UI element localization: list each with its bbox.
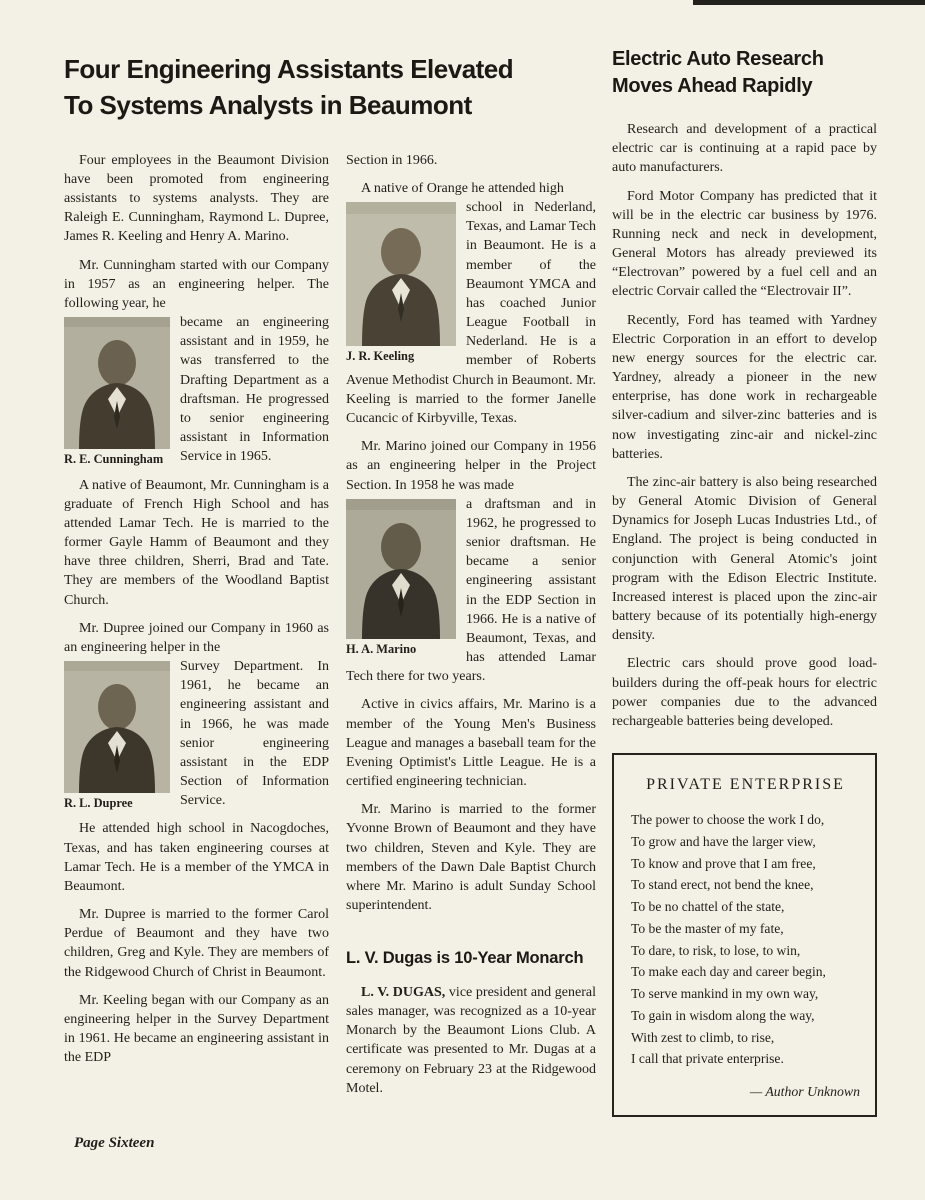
paragraph	[346, 983, 596, 1098]
dupree-photo-figure	[64, 661, 170, 812]
paragraph: Mr. Keeling began with our Company as an engineering helper in the Survey Department in 1961. He became an engineering assistant in the EDP	[64, 992, 329, 1066]
paragraph: Mr. Marino joined our Company in 1956 as an engineering helper in the Project Section. In 1958 he was made	[346, 439, 596, 493]
headline-line-2: Moves Ahead Rapidly	[612, 75, 813, 97]
paragraph: Electric cars should prove good load-builders during the off-peak hours for electric power companies due to the advanced rechargeable batteries being developed.	[612, 656, 877, 729]
photo-caption-cunningham: R. E. Cunningham	[64, 452, 164, 467]
paragraph: Active in civics affairs, Mr. Marino is a member of the Young Men's Business League and manages a baseball team for the Evening Optimist's Little League. He is a certified engineering technician.	[346, 697, 596, 790]
main-article-headline	[64, 52, 596, 124]
page-layout	[64, 38, 877, 1117]
main-article-column-1	[64, 151, 329, 1107]
poem-line: With zest to climb, to rise,	[631, 1029, 775, 1045]
poem-line: To be no chattel of the state,	[631, 899, 785, 915]
headline-line-2: To Systems Analysts in Beaumont	[64, 89, 472, 120]
main-article-column-2	[346, 151, 596, 1107]
poem-line: To know and prove that I am free,	[631, 855, 816, 871]
page-number: Page Sixteen	[74, 1135, 155, 1151]
headline-line-1: Four Engineering Assistants Elevated	[64, 54, 514, 84]
private-enterprise-title: PRIVATE ENTERPRISE	[646, 776, 845, 794]
paragraph-text: Survey Department. In 1961, he became an engineering assistant and in 1966, he was made senior engineering assistant in the EDP Section of Information Service.	[180, 659, 329, 809]
dupree-portrait-photo	[64, 661, 170, 793]
paragraph: Recently, Ford has teamed with Yardney Electric Corporation in an effort to develop new energy sources for the electric car. Yardney, already a pioneer in the new enterprise, has done work in rechargeable silver-cadium and silver-zinc batteries and is now investigating zinc-air and nickel-zinc batteries.	[612, 312, 877, 462]
marino-portrait-photo	[346, 499, 456, 639]
cunningham-photo-figure	[64, 317, 170, 468]
poem-line: To serve mankind in my own way,	[631, 986, 819, 1002]
scan-artifact	[693, 0, 925, 5]
paragraph: Four employees in the Beaumont Division have been promoted from engineering assistants to systems analysts. They are Raleigh E. Cunningham, Raymond L. Dupree, James R. Keeling and Henry A. Marino.	[64, 152, 329, 245]
electric-article	[612, 38, 877, 1117]
paragraph: Mr. Marino is married to the former Yvonne Brown of Beaumont and they have two children, Steven and Kyle. They are members of the Dawn Dale Baptist Church where Mr. Marino is adult Sunday School superintendent.	[346, 802, 596, 914]
cunningham-portrait-photo	[64, 317, 170, 449]
paragraph: The zinc-air battery is also being researched by General Atomic Division of General Dynamics for Joseph Lucas Industries Ltd., of England. The project is being conducted in conjunction with General Atomic's joint program with the Edison Electric Institute. Increased interest is placed upon the zinc-air battery because of its potentially high-energy density.	[612, 474, 877, 644]
paragraph-with-photo	[64, 313, 329, 466]
dugas-lead: L. V. DUGAS,	[361, 984, 446, 1000]
keeling-portrait-photo	[346, 202, 456, 346]
paragraph-text: became an engineering assistant and in 1959, he was transferred to the Drafting Department as a draftsman. He progressed to senior engineering assistant in Information Service in 1965.	[180, 315, 329, 465]
poem-line: To grow and have the larger view,	[631, 833, 816, 849]
paragraph: Ford Motor Company has predicted that it will be in the electric car business by 1976. Running neck and neck in development, General Motors has already previewed its “Electrovan” powered by a fuel cell and an electric Corvair called the “Electrovair II”.	[612, 188, 877, 300]
paragraph: Section in 1966.	[346, 152, 438, 168]
poem-line: To gain in wisdom along the way,	[631, 1007, 815, 1023]
main-article	[64, 38, 596, 1117]
photo-caption-keeling: J. R. Keeling	[346, 349, 415, 364]
paragraph-with-photo	[346, 495, 596, 687]
paragraph: Mr. Cunningham started with our Company in 1957 as an engineering helper. The following year, he	[64, 257, 329, 311]
paragraph-with-photo	[346, 198, 596, 428]
poem-line: The power to choose the work I do,	[631, 812, 825, 828]
poem-line: To make each day and career begin,	[631, 964, 826, 980]
poem-attribution: — Author Unknown	[749, 1084, 860, 1100]
paragraph: Research and development of a practical electric car is continuing at a rapid pace by auto manufacturers.	[612, 122, 877, 176]
headline-line-1: Electric Auto Research	[612, 48, 824, 70]
paragraph-with-photo	[64, 657, 329, 810]
paragraph: A native of Beaumont, Mr. Cunningham is a graduate of French High School and has attended Lamar Tech. He is married to the former Gayle Hamm of Beaumont and they have three children, Sherri, Brad and Tate. They are members of the Woodland Baptist Church.	[64, 477, 329, 608]
poem	[631, 809, 860, 1070]
main-article-columns	[64, 151, 596, 1107]
poem-line: To be the master of my fate,	[631, 920, 784, 936]
paragraph: Mr. Dupree joined our Company in 1960 as an engineering helper in the	[64, 620, 329, 655]
paragraph: A native of Orange he attended high	[361, 180, 564, 196]
paragraph-text: vice president and general sales manager, was recognized as a 10-year Monarch by the Beaumont Lions Club. A certificate was presented to Mr. Dugas at a ceremony on February 23 at the Ridgewood Motel.	[346, 984, 596, 1096]
poem-line: I call that private enterprise.	[631, 1051, 784, 1067]
marino-photo-figure	[346, 499, 456, 658]
dugas-headline: L. V. Dugas is 10-Year Monarch	[346, 949, 584, 968]
poem-line: To dare, to risk, to lose, to win,	[631, 942, 801, 958]
paragraph-text: school in Nederland, Texas, and Lamar Tech in Beaumont. He is a member of the Beaumont YMCA and has coached Junior League Football in Nederland. He is a member of Roberts Avenue Methodist Church in Beaumont. Mr. Keeling is married to the former Janelle Cucancic of Kirbyville, Texas.	[346, 200, 596, 426]
keeling-photo-figure	[346, 202, 456, 365]
paragraph-text: a draftsman and in 1962, he progressed to senior draftsman. He became a senior engineering assistant in the EDP Section in 1966. He is a native of Beaumont, Texas, and has attended Lamar Tech there for two years.	[346, 496, 596, 685]
photo-caption-marino: H. A. Marino	[346, 641, 417, 656]
electric-headline	[612, 46, 877, 100]
paragraph: He attended high school in Nacogdoches, Texas, and has taken engineering courses at Lamar Tech. He is a member of the YMCA in Beaumont.	[64, 821, 329, 894]
photo-caption-dupree: R. L. Dupree	[64, 796, 133, 811]
private-enterprise-box	[612, 753, 877, 1117]
dugas-article	[346, 947, 596, 1098]
poem-line: To stand erect, not bend the knee,	[631, 877, 814, 893]
paragraph: Mr. Dupree is married to the former Carol Perdue of Beaumont and they have two children, Greg and Kyle. They are members of the Ridgewood Church of Christ in Beaumont.	[64, 907, 329, 980]
